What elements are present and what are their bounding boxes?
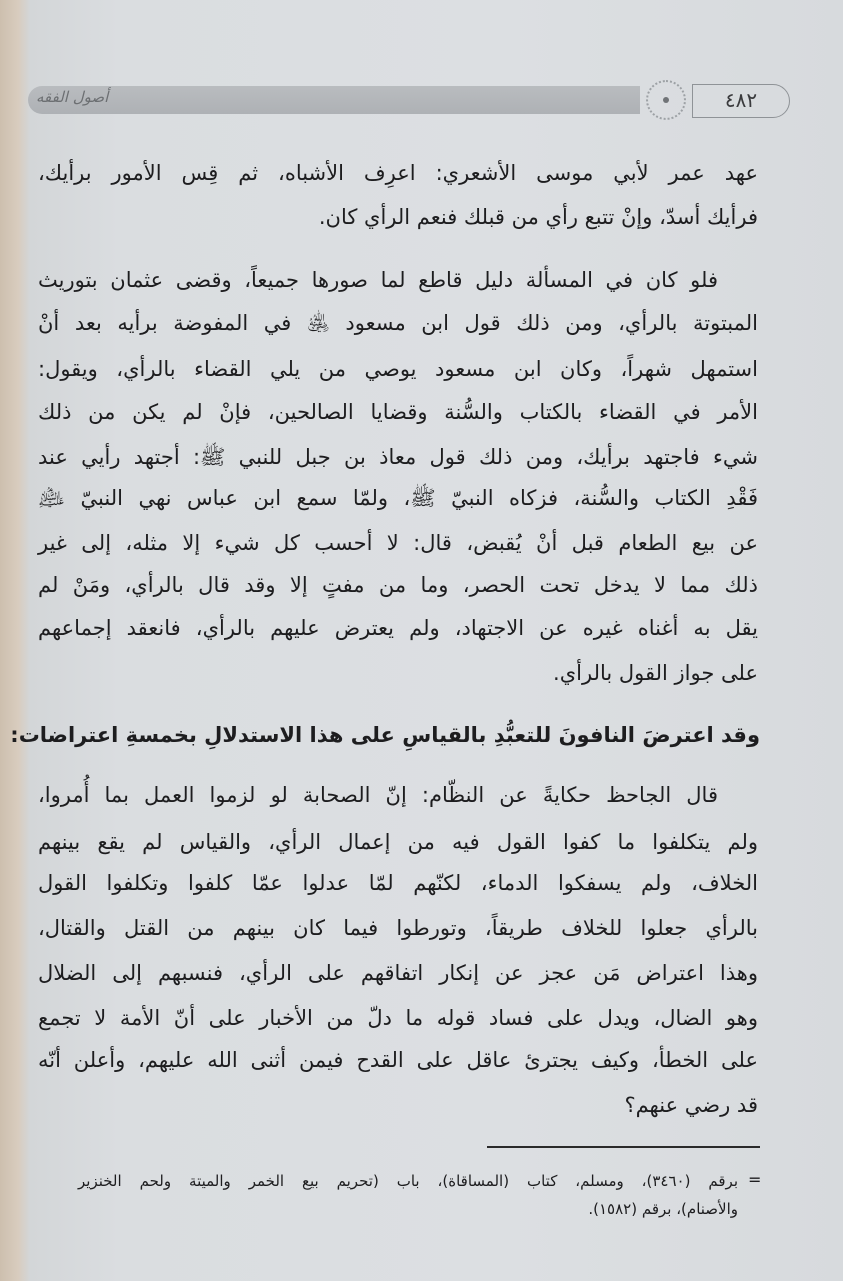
- text-line: عن بيع الطعام قبل أنْ يُقبض، قال: لا أحسب كل شيء إلا مثله، إلى غير: [38, 531, 758, 555]
- text-line: وهذا اعتراض مَن عجز عن إنكار اتفاقهم على الرأي، فنسبهم إلى الضلال: [38, 961, 758, 985]
- footnote-line: والأصنام)، برقم (١٥٨٢).: [588, 1200, 738, 1218]
- text-line: المبتوتة بالرأي، ومن ذلك قول ابن مسعود ﵁ في المفوضة برأيه بعد أنْ: [38, 311, 758, 335]
- running-header-title: أصول الفقه: [36, 88, 109, 106]
- text-line: يقل به أغناه غيره عن الاجتهاد، ولم يعترض عليهم بالرأي، فانعقد إجماعهم: [38, 616, 758, 640]
- text-line: شيء فاجتهد برأيك، ومن ذلك قول معاذ بن جبل للنبي ﷺ: أجتهد رأيي عند: [38, 445, 758, 469]
- text-line: استمهل شهراً، وكان ابن مسعود يوصي من يلي القضاء بالرأي، ويقول:: [38, 357, 758, 381]
- text-line: بالرأي جعلوا للخلاف طريقاً، وتورطوا فيما كان بينهم من القتل والقتال،: [38, 916, 758, 940]
- text-line: عهد عمر لأبي موسى الأشعري: اعرِف الأشباه، ثم قِس الأمور برأيك،: [38, 161, 758, 185]
- text-line: ولم يتكلفوا ما كفوا القول فيه من إعمال الرأي، والقياس لم يقع بينهم: [38, 830, 758, 854]
- text-line: ذلك مما لا يدخل تحت الحصر، وما من مفتٍ إلا وقد قال بالرأي، ومَنْ لم: [38, 573, 758, 597]
- footnote-line: برقم (٣٤٦٠)، ومسلم، كتاب (المساقاة)، باب (تحريم بيع الخمر والميتة ولحم الخنزير: [78, 1172, 738, 1190]
- text-line: فَقْدِ الكتاب والسُّنة، فزكاه النبيّ ﷺ، ولمّا سمع ابن عباس نهي النبيّ ﵇: [38, 486, 758, 510]
- text-line: الأمر في القضاء بالكتاب والسُّنة وقضايا الصالحين، فإنْ لم يكن من ذلك: [38, 400, 758, 424]
- text-line: وهو الضال، ويدل على فساد قوله ما دلّ من الأخبار على أنّ الأمة لا تجمع: [38, 1006, 758, 1030]
- footnote-continuation-marker: =: [748, 1170, 762, 1189]
- section-heading: وقد اعترضَ النافونَ للتعبُّدِ بالقياسِ على هذا الاستدلالِ بخمسةِ اعتراضات:: [10, 723, 760, 747]
- running-header-bar: [28, 86, 640, 114]
- footnote-separator: [487, 1146, 760, 1148]
- text-line: على جواز القول بالرأي.: [553, 661, 758, 685]
- text-line: الخلاف، ولم يسفكوا الدماء، لكنّهم لمّا عدلوا عمّا كلفوا وتكلفوا القول: [38, 871, 758, 895]
- text-line: فلو كان في المسألة دليل قاطع لما صورها جميعاً، وقضى عثمان بتوريث: [38, 268, 718, 292]
- text-line: قال الجاحظ حكايةً عن النظّام: إنّ الصحابة لو لزموا العمل بما أُمروا،: [38, 783, 718, 807]
- page-number: ٤٨٢: [692, 84, 790, 118]
- text-line: على الخطأ، وكيف يجترئ عاقل على القدح فيمن أثنى الله عليهم، وأعلن أنّه: [38, 1048, 758, 1072]
- ornament-icon: [646, 80, 686, 120]
- text-line: فرأيك أسدّ، وإنْ تتبع رأي من قبلك فنعم الرأي كان.: [318, 205, 758, 229]
- text-line: قد رضي عنهم؟: [624, 1093, 758, 1117]
